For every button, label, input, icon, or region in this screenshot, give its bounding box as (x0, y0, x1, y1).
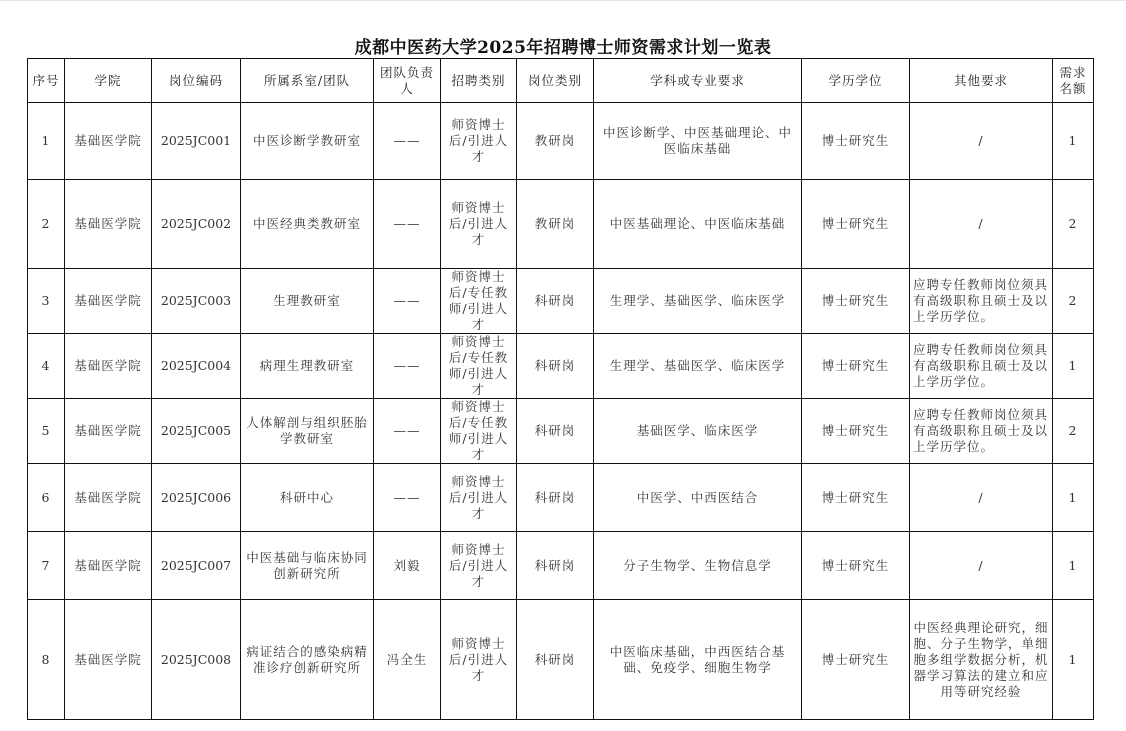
cell-post: 科研岗 (517, 399, 594, 464)
cell-dept: 中医基础与临床协同创新研究所 (241, 532, 374, 600)
cell-no: 8 (28, 600, 65, 720)
cell-no: 1 (28, 103, 65, 180)
cell-subject: 基础医学、临床医学 (594, 399, 802, 464)
cell-post: 科研岗 (517, 269, 594, 334)
cell-code: 2025JC001 (152, 103, 241, 180)
cell-college: 基础医学院 (65, 269, 152, 334)
cell-leader: 刘毅 (374, 532, 441, 600)
header-cell: 所属系室/团队 (241, 59, 374, 103)
cell-college: 基础医学院 (65, 464, 152, 532)
cell-leader: 冯全生 (374, 600, 441, 720)
table-row (28, 334, 1094, 399)
header-cell: 岗位编码 (152, 59, 241, 103)
cell-subject: 中医学、中西医结合 (594, 464, 802, 532)
cell-category: 师资博士后/引进人才 (441, 600, 517, 720)
cell-count: 2 (1053, 399, 1094, 464)
cell-dept: 科研中心 (241, 464, 374, 532)
cell-dept: 人体解剖与组织胚胎学教研室 (241, 399, 374, 464)
cell-subject: 中医临床基础，中西医结合基础、免疫学、细胞生物学 (594, 600, 802, 720)
cell-count: 1 (1053, 334, 1094, 399)
cell-no: 3 (28, 269, 65, 334)
header-cell: 其他要求 (910, 59, 1053, 103)
cell-degree: 博士研究生 (802, 180, 910, 269)
cell-count: 2 (1053, 269, 1094, 334)
document-title: 成都中医药大学2025年招聘博士师资需求计划一览表 (354, 38, 772, 58)
cell-subject: 生理学、基础医学、临床医学 (594, 334, 802, 399)
cell-college: 基础医学院 (65, 334, 152, 399)
cell-degree: 博士研究生 (802, 532, 910, 600)
cell-code: 2025JC007 (152, 532, 241, 600)
table-row (28, 269, 1094, 334)
cell-dept: 病理生理教研室 (241, 334, 374, 399)
cell-dept: 中医诊断学教研室 (241, 103, 374, 180)
cell-post: 教研岗 (517, 103, 594, 180)
cell-degree: 博士研究生 (802, 464, 910, 532)
header-cell: 招聘类别 (441, 59, 517, 103)
cell-degree: 博士研究生 (802, 600, 910, 720)
cell-code: 2025JC005 (152, 399, 241, 464)
cell-other: / (910, 103, 1053, 180)
table-row (28, 180, 1094, 269)
cell-college: 基础医学院 (65, 600, 152, 720)
cell-college: 基础医学院 (65, 399, 152, 464)
header-cell: 团队负责人 (374, 59, 441, 103)
cell-other: 中医经典理论研究，细胞、分子生物学，单细胞多组学数据分析，机器学习算法的建立和应用等研究经验 (910, 600, 1053, 720)
cell-code: 2025JC002 (152, 180, 241, 269)
cell-leader: —— (374, 103, 441, 180)
cell-leader: —— (374, 334, 441, 399)
cell-category: 师资博士后/专任教师/引进人才 (441, 269, 517, 334)
header-cell: 序号 (28, 59, 65, 103)
cell-other: / (910, 464, 1053, 532)
cell-subject: 生理学、基础医学、临床医学 (594, 269, 802, 334)
cell-college: 基础医学院 (65, 532, 152, 600)
cell-post: 科研岗 (517, 334, 594, 399)
cell-post: 科研岗 (517, 464, 594, 532)
cell-college: 基础医学院 (65, 103, 152, 180)
cell-code: 2025JC004 (152, 334, 241, 399)
cell-leader: —— (374, 269, 441, 334)
header-cell: 学院 (65, 59, 152, 103)
cell-other: 应聘专任教师岗位须具有高级职称且硕士及以上学历学位。 (910, 269, 1053, 334)
cell-degree: 博士研究生 (802, 399, 910, 464)
table-row (28, 600, 1094, 720)
cell-post: 科研岗 (517, 600, 594, 720)
cell-post: 教研岗 (517, 180, 594, 269)
cell-code: 2025JC003 (152, 269, 241, 334)
table-row (28, 103, 1094, 180)
cell-count: 1 (1053, 103, 1094, 180)
cell-degree: 博士研究生 (802, 334, 910, 399)
cell-category: 师资博士后/引进人才 (441, 464, 517, 532)
header-cell: 学科或专业要求 (594, 59, 802, 103)
cell-leader: —— (374, 180, 441, 269)
cell-no: 2 (28, 180, 65, 269)
cell-category: 师资博士后/引进人才 (441, 532, 517, 600)
table-header-row (28, 59, 1094, 103)
header-cell: 岗位类别 (517, 59, 594, 103)
header-cell: 学历学位 (802, 59, 910, 103)
cell-count: 1 (1053, 600, 1094, 720)
header-cell: 需求名额 (1053, 59, 1094, 103)
cell-no: 6 (28, 464, 65, 532)
cell-count: 2 (1053, 180, 1094, 269)
cell-code: 2025JC006 (152, 464, 241, 532)
cell-subject: 分子生物学、生物信息学 (594, 532, 802, 600)
cell-no: 4 (28, 334, 65, 399)
cell-college: 基础医学院 (65, 180, 152, 269)
table-row (28, 464, 1094, 532)
cell-post: 科研岗 (517, 532, 594, 600)
cell-subject: 中医基础理论、中医临床基础 (594, 180, 802, 269)
cell-leader: —— (374, 399, 441, 464)
cell-other: / (910, 532, 1053, 600)
cell-count: 1 (1053, 464, 1094, 532)
cell-dept: 中医经典类教研室 (241, 180, 374, 269)
cell-count: 1 (1053, 532, 1094, 600)
cell-code: 2025JC008 (152, 600, 241, 720)
cell-category: 师资博士后/引进人才 (441, 180, 517, 269)
cell-degree: 博士研究生 (802, 269, 910, 334)
cell-other: / (910, 180, 1053, 269)
table-row (28, 399, 1094, 464)
table-row (28, 532, 1094, 600)
cell-dept: 生理教研室 (241, 269, 374, 334)
cell-other: 应聘专任教师岗位须具有高级职称且硕士及以上学历学位。 (910, 334, 1053, 399)
cell-other: 应聘专任教师岗位须具有高级职称且硕士及以上学历学位。 (910, 399, 1053, 464)
cell-category: 师资博士后/专任教师/引进人才 (441, 399, 517, 464)
page-top-border (0, 0, 1126, 1)
cell-leader: —— (374, 464, 441, 532)
cell-no: 5 (28, 399, 65, 464)
cell-dept: 病证结合的感染病精准诊疗创新研究所 (241, 600, 374, 720)
recruitment-table (27, 58, 1094, 720)
cell-no: 7 (28, 532, 65, 600)
cell-degree: 博士研究生 (802, 103, 910, 180)
cell-subject: 中医诊断学、中医基础理论、中医临床基础 (594, 103, 802, 180)
cell-category: 师资博士后/专任教师/引进人才 (441, 334, 517, 399)
cell-category: 师资博士后/引进人才 (441, 103, 517, 180)
